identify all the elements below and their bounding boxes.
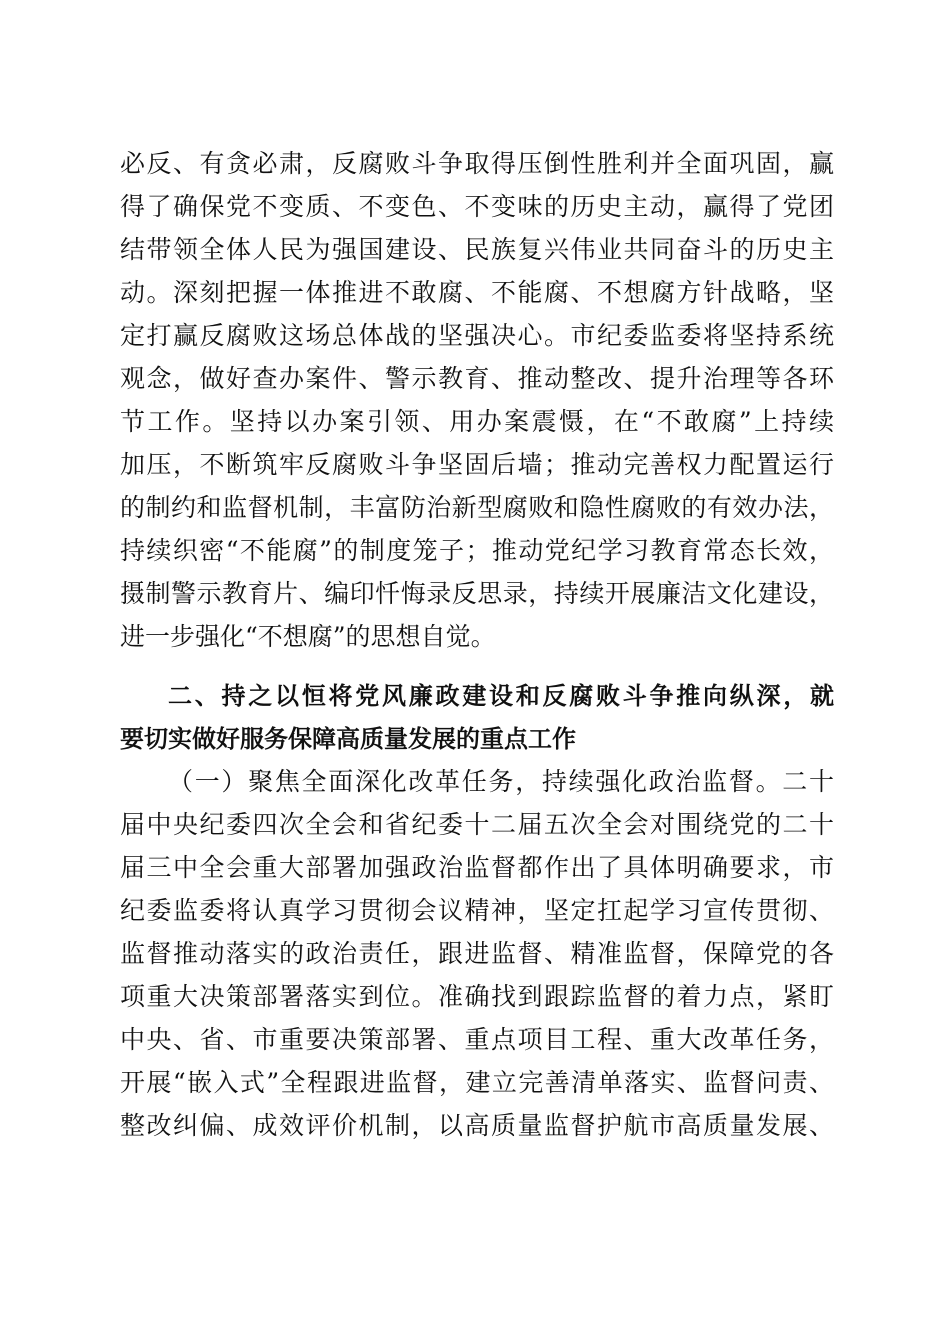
paragraph2-line-4: 纪委监委将认真学习贯彻会议精神，坚定扛起学习宣传贯彻、: [120, 896, 834, 925]
paragraph1-line-4: 动。深刻把握一体推进不敢腐、不能腐、不想腐方针战略，坚: [120, 278, 834, 307]
paragraph2-line-2: 届中央纪委四次全会和省纪委十二届五次全会对围绕党的二十: [120, 810, 834, 839]
paragraph1-line-2: 得了确保党不变质、不变色、不变味的历史主动，赢得了党团: [120, 192, 834, 221]
paragraph2-line-9: 整改纠偏、成效评价机制，以高质量监督护航市高质量发展、: [120, 1111, 834, 1140]
paragraph1-line-12: 进一步强化“不想腐”的思想自觉。: [120, 622, 496, 651]
paragraph2-line-5: 监督推动落实的政治责任，跟进监督、精准监督，保障党的各: [120, 939, 834, 968]
paragraph1-line-5: 定打赢反腐败这场总体战的坚强决心。市纪委监委将坚持系统: [120, 321, 834, 350]
paragraph1-line-8: 加压，不断筑牢反腐败斗争坚固后墙；推动完善权力配置运行: [120, 450, 834, 479]
paragraph1-line-10: 持续织密“不能腐”的制度笼子；推动党纪学习教育常态长效，: [120, 536, 834, 565]
paragraph2-line-1: （一）聚焦全面深化改革任务，持续强化政治监督。二十: [168, 767, 834, 796]
section2-heading-line-1: 二、持之以恒将党风廉政建设和反腐败斗争推向纵深，就: [168, 682, 834, 710]
paragraph1-line-9: 的制约和监督机制，丰富防治新型腐败和隐性腐败的有效办法，: [120, 493, 834, 522]
paragraph1-line-3: 结带领全体人民为强国建设、民族复兴伟业共同奋斗的历史主: [120, 235, 834, 264]
paragraph1-line-6: 观念，做好查办案件、警示教育、推动整改、提升治理等各环: [120, 364, 834, 393]
paragraph1-line-1: 必反、有贪必肃，反腐败斗争取得压倒性胜利并全面巩固，赢: [120, 149, 834, 178]
paragraph2-line-7: 中央、省、市重要决策部署、重点项目工程、重大改革任务，: [120, 1025, 834, 1054]
paragraph2-line-3: 届三中全会重大部署加强政治监督都作出了具体明确要求，市: [120, 853, 834, 882]
paragraph1-line-7: 节工作。坚持以办案引领、用办案震慑，在“不敢腐”上持续: [120, 407, 834, 436]
section2-heading-line-2: 要切实做好服务保障高质量发展的重点工作: [120, 725, 576, 753]
paragraph2-line-6: 项重大决策部署落实到位。准确找到跟踪监督的着力点，紧盯: [120, 982, 834, 1011]
paragraph1-line-11: 摄制警示教育片、编印忏悔录反思录，持续开展廉洁文化建设，: [120, 579, 834, 608]
paragraph2-line-8: 开展“嵌入式”全程跟进监督，建立完善清单落实、监督问责、: [120, 1068, 834, 1097]
